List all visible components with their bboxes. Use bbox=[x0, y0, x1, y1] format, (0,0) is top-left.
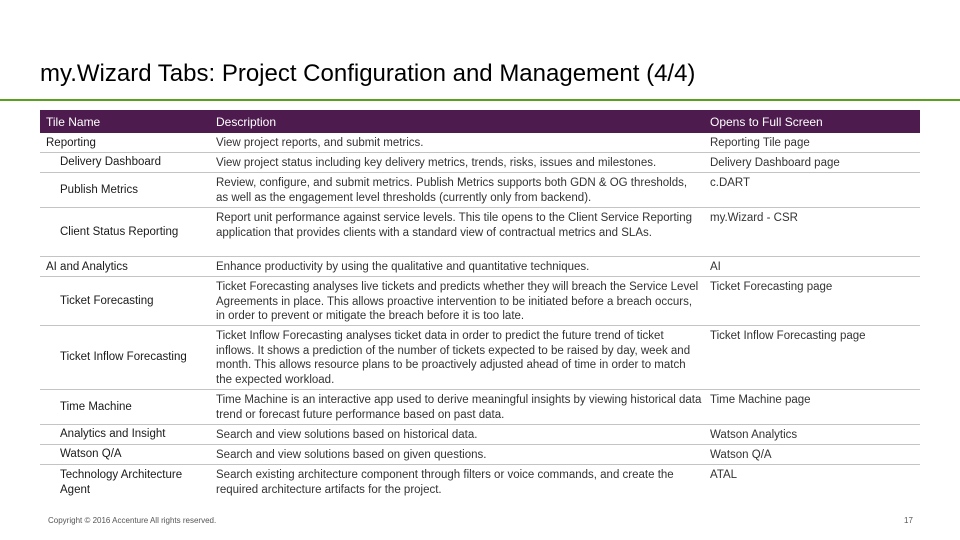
row-description: Search and view solutions based on given questions. bbox=[216, 449, 487, 461]
header-description: Description bbox=[216, 115, 277, 129]
row-name: Client Status Reporting bbox=[60, 225, 179, 238]
row-name: Time Machine bbox=[60, 400, 132, 413]
row-description: Review, configure, and submit metrics. Publish Metrics supports both GDN & OG thresholds, as well as the engagement level thresholds (currently only from backend). bbox=[216, 177, 688, 204]
row-opens-to: Time Machine page bbox=[710, 394, 811, 406]
row-opens-to: Watson Q/A bbox=[710, 449, 772, 461]
header-tile-name: Tile Name bbox=[46, 115, 101, 129]
row-opens-to: my.Wizard - CSR bbox=[710, 212, 798, 224]
row-name: Delivery Dashboard bbox=[60, 156, 161, 169]
table-row-analytics-and-insight bbox=[40, 425, 920, 445]
row-name: Publish Metrics bbox=[60, 183, 138, 196]
row-opens-to: Ticket Inflow Forecasting page bbox=[710, 330, 866, 342]
slide-title: my.Wizard Tabs: Project Configuration and Management (4/4) bbox=[40, 60, 696, 87]
table-row-time-machine bbox=[40, 390, 920, 425]
row-opens-to: Watson Analytics bbox=[710, 429, 798, 441]
table-row-delivery-dashboard bbox=[40, 153, 920, 173]
page-number: 17 bbox=[904, 516, 913, 525]
row-opens-to: Delivery Dashboard page bbox=[710, 157, 840, 169]
row-name: Technology Architecture Agent bbox=[60, 469, 183, 496]
row-opens-to: ATAL bbox=[710, 469, 738, 481]
row-name: Reporting bbox=[46, 137, 96, 149]
row-description: View project status including key delivery metrics, trends, risks, issues and milestones. bbox=[216, 157, 657, 169]
row-description: View project reports, and submit metrics. bbox=[216, 137, 424, 149]
table-row-client-status-reporting bbox=[40, 208, 920, 257]
table-body bbox=[40, 133, 920, 499]
row-description: Time Machine is an interactive app used to derive meaningful insights by viewing historical data trend or forecast future performance based on past data. bbox=[216, 394, 702, 421]
row-description: Ticket Forecasting analyses live tickets and predicts whether they will breach the Service Level Agreements in place. This allows proactive intervention to be initiated before a breach occurs, in order to prevent or mitigate the breach before it is too late. bbox=[216, 281, 699, 322]
row-description: Report unit performance against service levels. This tile opens to the Client Service Reporting application that provides clients with a standard view of contractual metrics and SLAs. bbox=[216, 212, 692, 239]
row-description: Enhance productivity by using the qualitative and quantitative techniques. bbox=[216, 261, 590, 273]
table-row-reporting bbox=[40, 133, 920, 153]
table-row-publish-metrics bbox=[40, 173, 920, 208]
row-description: Search and view solutions based on historical data. bbox=[216, 429, 478, 441]
row-name: AI and Analytics bbox=[46, 261, 128, 273]
row-opens-to: Ticket Forecasting page bbox=[710, 281, 833, 293]
title-divider bbox=[0, 99, 960, 101]
copyright-footer: Copyright © 2016 Accenture All rights reserved. bbox=[48, 516, 217, 525]
row-name: Analytics and Insight bbox=[60, 428, 166, 441]
table-header bbox=[40, 110, 920, 133]
table-row-ticket-inflow-forecasting bbox=[40, 326, 920, 390]
row-name: Ticket Forecasting bbox=[60, 294, 154, 307]
header-opens-to: Opens to Full Screen bbox=[710, 115, 823, 129]
table-row-ai-and-analytics bbox=[40, 257, 920, 277]
row-description: Search existing architecture component through filters or voice commands, and create the required architecture artifacts for the project. bbox=[216, 469, 674, 496]
row-opens-to: AI bbox=[710, 261, 721, 273]
row-name: Ticket Inflow Forecasting bbox=[60, 351, 187, 364]
table-row-technology-architecture-agent bbox=[40, 465, 920, 499]
table-row-ticket-forecasting bbox=[40, 277, 920, 326]
table-row-watson-qa bbox=[40, 445, 920, 465]
row-opens-to: c.DART bbox=[710, 177, 751, 189]
row-opens-to: Reporting Tile page bbox=[710, 137, 810, 149]
row-description: Ticket Inflow Forecasting analyses ticket data in order to predict the future trend of ticket inflows. It shows a prediction of the number of tickets expected to be raised by day, week and month. This allows resource plans to be proactively adjusted ahead of time in order to match the expected workload. bbox=[216, 330, 691, 386]
row-name: Watson Q/A bbox=[60, 448, 122, 461]
